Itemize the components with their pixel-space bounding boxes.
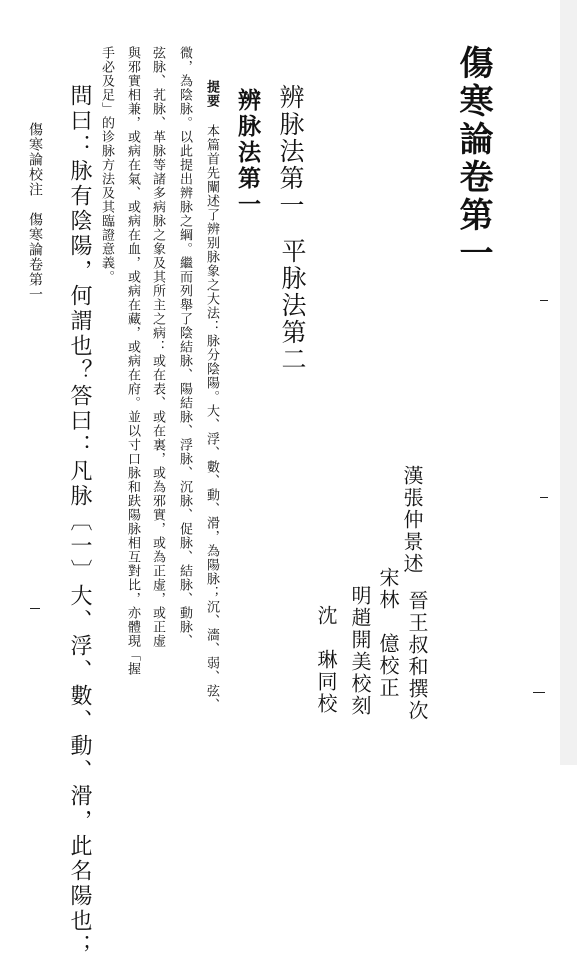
margin-tick: [533, 692, 545, 693]
credit-compiler: 晉王叔和撰次: [405, 590, 429, 722]
note-label: 提要: [204, 80, 219, 108]
toc-item-2: 平脉法第二: [278, 238, 307, 373]
scroll-margin: [560, 0, 577, 765]
margin-tick: [30, 608, 40, 609]
note-line-2: 微，為陰脉。以此提出辨脉之綱。繼而列舉了陰結脉、陽結脉、浮脉、沉脉、促脉、結脉、動脉、: [177, 46, 192, 648]
book-title: 傷寒論卷第一: [453, 45, 493, 273]
credit-co-editor: 沈 琳同校: [314, 605, 338, 715]
note-line-3: 弦脉、芤脉、革脉等諸多病脉之象及其所主之病：或在表、或在裏，或為邪實，或為正虚，或正虚: [150, 46, 165, 648]
credit-engraver: 明趙開美校刻: [348, 585, 372, 717]
note-line-1: [205, 80, 218, 712]
note-line-4: 與邪實相兼，或病在氣、或病在血，或病在藏，或病在府。並以寸口脉和趺陽脉相互對比，亦體現「握: [125, 46, 140, 676]
note-line-5: 手必及足」的诊脉方法及其臨證意義。: [99, 46, 114, 284]
margin-tick: [540, 300, 548, 301]
note-line-1-text: 本篇首先闡述了辨别脉象之大法：脉分陰陽。大、浮、數、動、滑，為陽脉；沉、濇、弱、弦、: [204, 124, 219, 712]
section-title: 辨脉法第一: [234, 88, 261, 218]
main-text: 問曰：脉有陰陽，何謂也？答曰：凡脉〔一〕大、浮、數、動、滑，此名陽也；: [67, 84, 92, 959]
credit-corrector: 宋林 億校正: [376, 567, 400, 699]
credit-author: 漢張仲景述: [400, 465, 424, 575]
margin-tick: [540, 497, 548, 498]
page-footer: 傷寒論校注 傷寒論卷第一: [27, 122, 43, 302]
toc-item-1: 辨脉法第一: [276, 84, 305, 219]
